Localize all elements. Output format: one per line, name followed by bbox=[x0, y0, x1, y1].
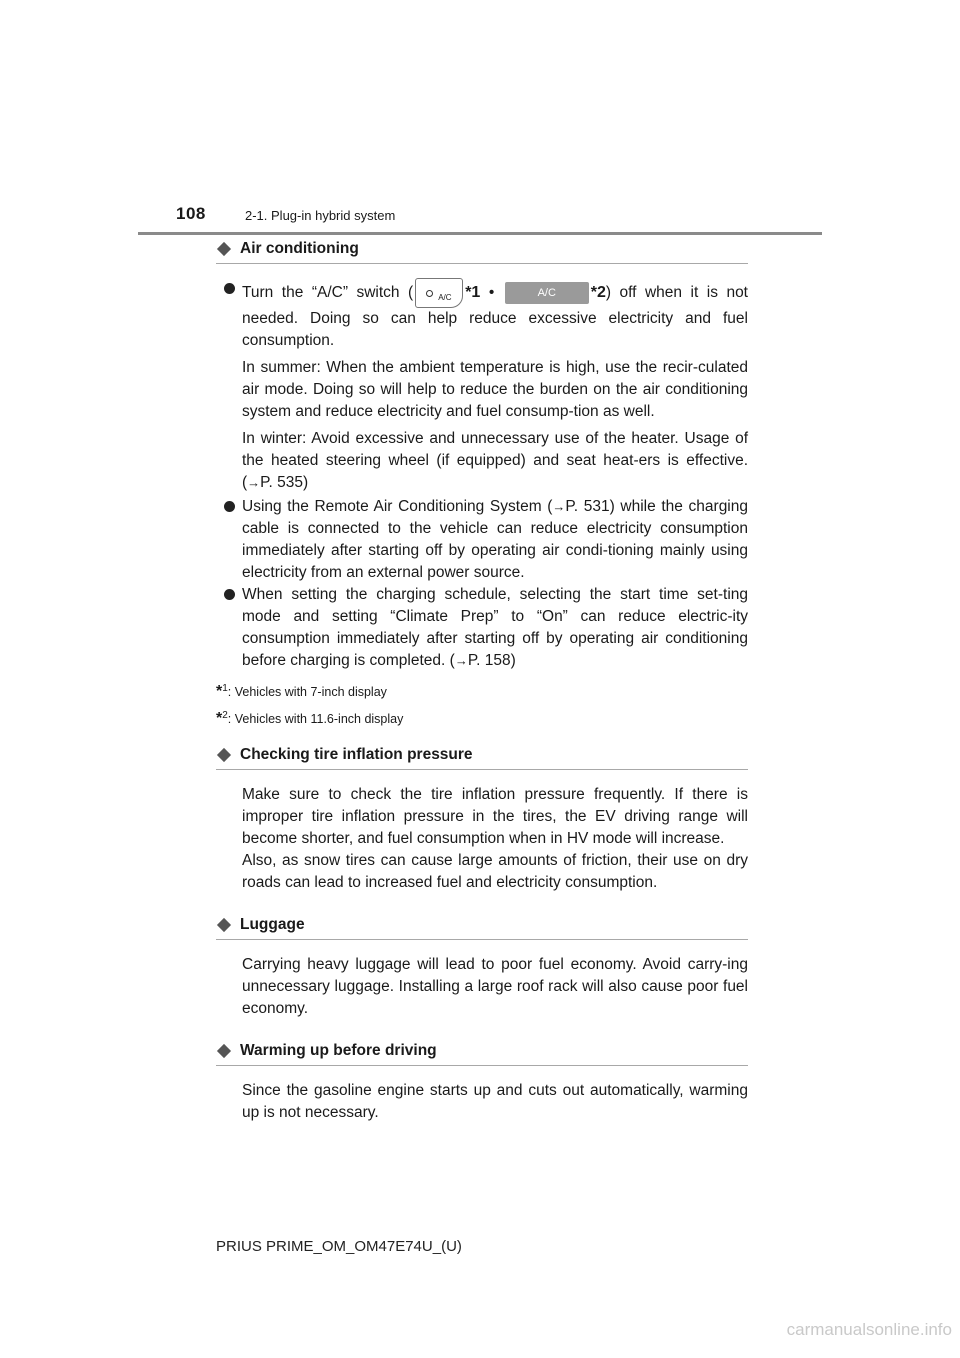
diamond-icon bbox=[217, 918, 231, 932]
subheading-warming-up bbox=[216, 1042, 748, 1066]
diamond-icon bbox=[217, 242, 231, 256]
bullet-ac-switch bbox=[216, 278, 748, 352]
footnote-number: 1 bbox=[222, 683, 228, 694]
arrow-icon: → bbox=[247, 475, 261, 490]
ac-switch-7inch-icon bbox=[415, 278, 463, 308]
tire-pressure-text: Make sure to check the tire inflation pressure frequently. If there is improper tire inflation pressure in the tires, the EV driving range will become shorter, and fuel consumption when in HV mode will increase. bbox=[242, 786, 748, 848]
subheading-tire-pressure bbox=[216, 746, 748, 770]
bullet-charging-schedule bbox=[216, 584, 748, 672]
page-ref[interactable]: P. 535) bbox=[260, 474, 309, 491]
arrow-icon: → bbox=[454, 653, 468, 668]
heading-text: Air conditioning bbox=[240, 240, 359, 257]
watermark: carmanualsonline.info bbox=[786, 1320, 952, 1339]
summer-text: In summer: When the ambient temperature is high, use the recir-culated air mode. Doing so will help to reduce the burden on the air conditioning system and reduce electricity and fuel consump-tion as well. bbox=[242, 359, 748, 420]
footnote-text: : Vehicles with 7-inch display bbox=[227, 685, 387, 700]
winter-text-body: In winter: Avoid excessive and unnecessary use of the heater. Usage of the heated steering wheel (if equipped) and seat heat-ers is effective. ( bbox=[242, 430, 748, 491]
bullet-icon bbox=[224, 589, 235, 600]
ac-switch-label: A/C bbox=[438, 293, 452, 302]
subheading-luggage bbox=[216, 916, 748, 940]
footnote-2 bbox=[216, 707, 748, 728]
page-ref[interactable]: P. 158) bbox=[467, 652, 516, 669]
subheading-air-conditioning bbox=[216, 240, 748, 264]
diamond-icon bbox=[217, 748, 231, 762]
warming-text: Since the gasoline engine starts up and cuts out automatically, warming up is not necessary. bbox=[242, 1082, 748, 1122]
bullet-text: P. 531) while the charging cable is connected to the vehicle can reduce electricity consumption immediately after starting off by operating air condi-tioning mainly using electricity from an external power source. bbox=[242, 498, 748, 581]
diamond-icon bbox=[217, 1044, 231, 1058]
page-number: 108 bbox=[176, 204, 206, 223]
footnote-mark: *2 bbox=[590, 284, 606, 302]
footnote-star: * bbox=[216, 683, 223, 701]
separator: • bbox=[480, 284, 503, 302]
tire-pressure-text-2: Also, as snow tires can cause large amounts of friction, their use on dry roads can lead to increased fuel and electricity consumption. bbox=[242, 852, 748, 892]
heading-text: Checking tire inflation pressure bbox=[240, 746, 473, 764]
bullet-text: When setting the charging schedule, selecting the start time set-ting mode and setting “Climate Prep” to “On” can reduce electric-ity consumption immediately after starting off by operating air conditioning before charging is completed. ( bbox=[242, 586, 748, 669]
header-rule bbox=[138, 232, 822, 235]
bullet-text: Turn the “A/C” switch ( bbox=[242, 284, 414, 302]
content bbox=[216, 240, 748, 1124]
ac-switch-11inch-icon: A/C bbox=[505, 282, 589, 304]
luggage-text: Carrying heavy luggage will lead to poor fuel economy. Avoid carry-ing unnecessary luggage. Installing a large roof rack will also cause poor fuel economy. bbox=[242, 956, 748, 1018]
page-header bbox=[0, 0, 960, 240]
bullet-remote-ac bbox=[216, 496, 748, 584]
bullet-icon bbox=[224, 501, 235, 512]
footnote-star: * bbox=[216, 710, 223, 728]
arrow-icon: → bbox=[552, 499, 566, 514]
bullet-text: Using the Remote Air Conditioning System ( bbox=[242, 498, 553, 515]
heading-text: Luggage bbox=[240, 916, 305, 934]
heading-text: Warming up before driving bbox=[240, 1042, 437, 1060]
footnote-text: : Vehicles with 11.6-inch display bbox=[227, 712, 404, 727]
footnote-mark: *1 bbox=[465, 284, 481, 302]
winter-text bbox=[242, 428, 748, 494]
footnote-number: 2 bbox=[222, 710, 228, 722]
document-id: PRIUS PRIME_OM_OM47E74U_(U) bbox=[216, 1238, 462, 1255]
footnote-1 bbox=[216, 680, 748, 701]
bullet-icon bbox=[224, 283, 235, 294]
bullet-text: ) off when it is not needed. Doing so can help reduce excessive electricity and fuel consumption. bbox=[242, 284, 748, 349]
section-label: 2-1. Plug-in hybrid system bbox=[245, 208, 396, 223]
